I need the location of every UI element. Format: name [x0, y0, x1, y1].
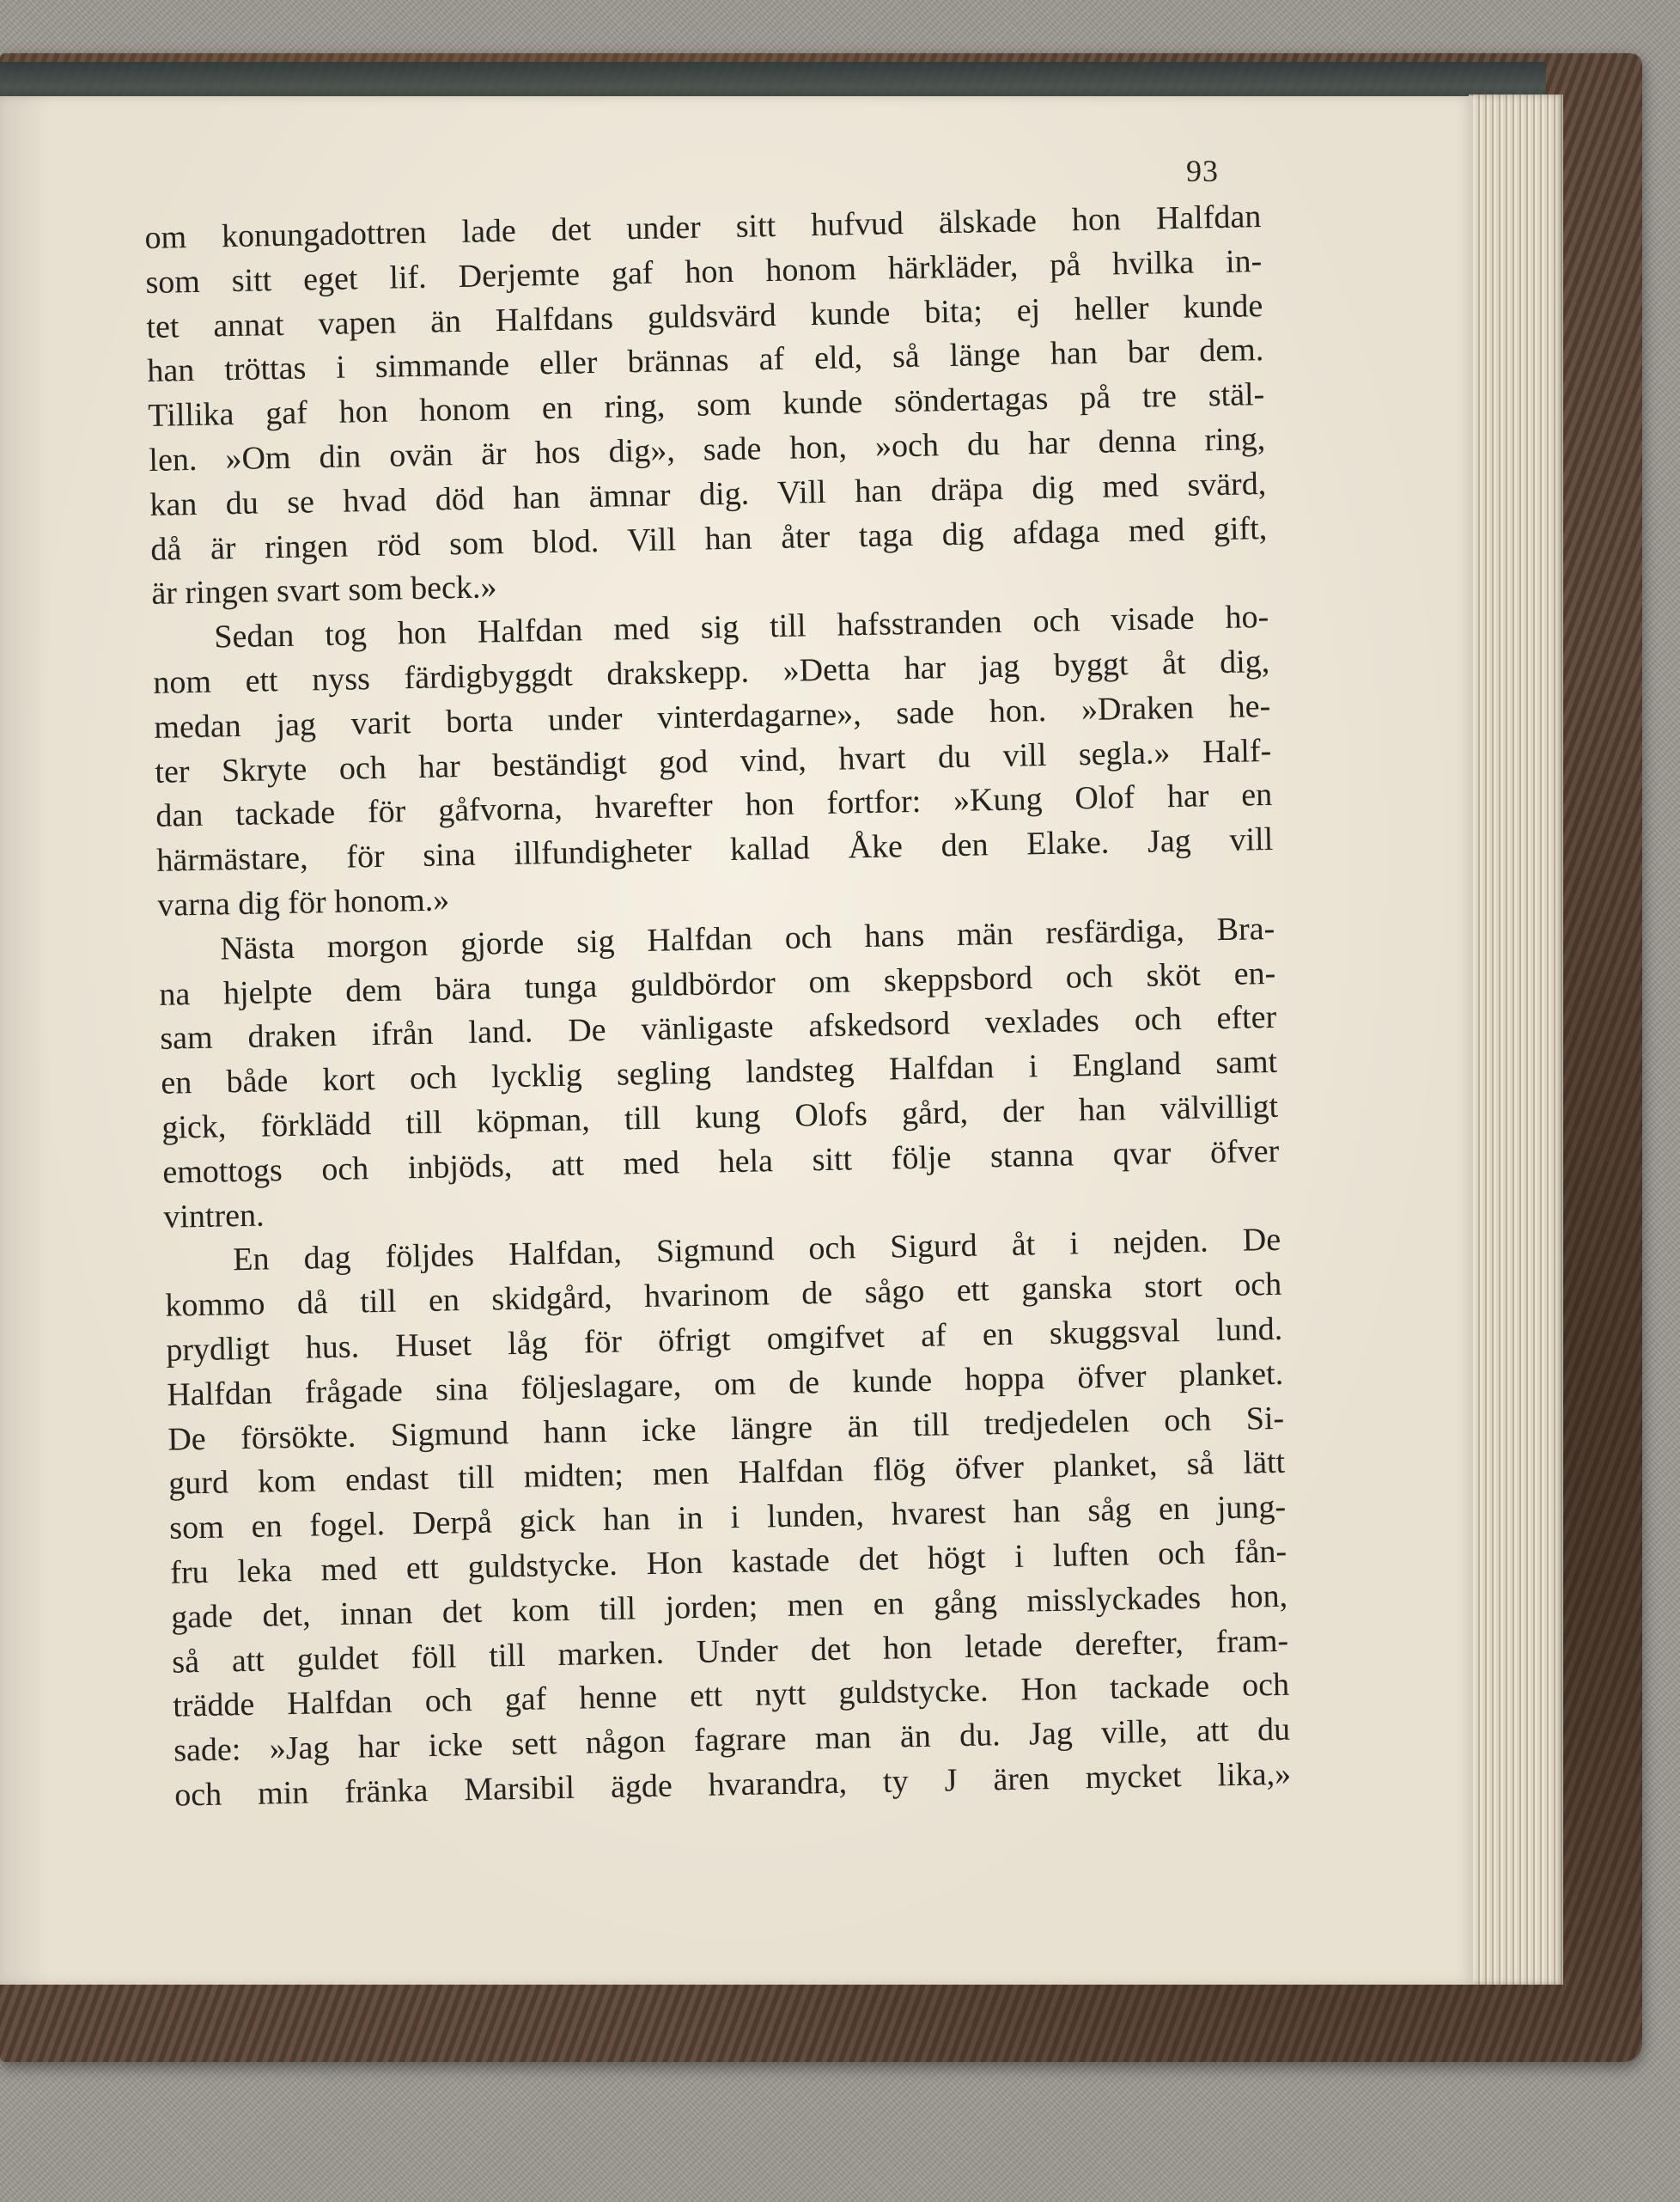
text-line: härmästare, för sina illfundigheter kallad Åke den Elake. Jag vill — [155, 821, 1274, 880]
text-line: om konungadottren lade det under sitt hufvud älskade hon Halfdan — [144, 198, 1262, 256]
text-line: sam draken ifrån land. De vänligaste afskedsord vexlades och efter — [159, 999, 1277, 1058]
text-line: emottogs och inbjöds, att med hela sitt följe stanna qvar öfver — [161, 1132, 1280, 1191]
text-line: kommo då till en skidgård, hvarinom de sågo ett ganska stort och — [164, 1266, 1282, 1324]
page-number: 93 — [1186, 154, 1219, 188]
text-line: Tillika gaf hon honom en ring, som kunde söndertagas på tre stäl- — [148, 376, 1265, 435]
text-line: Sedan tog hon Halfdan med sig till hafsstranden och visade ho- — [214, 599, 1269, 656]
text-line: han tröttas i simmande eller brännas af eld, så länge han bar dem. — [147, 332, 1264, 390]
text-line: gurd kom endast till midten; men Halfdan flög öfver planket, så lätt — [167, 1444, 1286, 1503]
text-line: prydligt hus. Huset låg för öfrigt omgifvet af en skuggsval lund. — [165, 1310, 1283, 1369]
text-line: na hjelpte dem bära tunga guldbördor om skeppsbord och sköt en- — [158, 955, 1276, 1013]
text-line: som sitt eget lif. Derjemte gaf hon honom härkläder, på hvilka in- — [145, 242, 1263, 301]
text-line: är ringen svart som beck.» — [151, 569, 497, 613]
text-line: ter Skryte och har beständigt god vind, hvart du vill segla.» Half- — [155, 732, 1272, 790]
text-line: dan tackade för gåfvorna, hvarefter hon fortfor: »Kung Olof har en — [155, 777, 1273, 835]
text-line: medan jag varit borta under vinterdagarne», sade hon. »Draken he- — [154, 687, 1271, 746]
text-line: kan du se hvad död han ämnar dig. Vill han dräpa dig med svärd, — [149, 465, 1267, 523]
text-line: då är ringen röd som blod. Vill han åter taga dig afdaga med gift, — [150, 509, 1268, 568]
text-line: nom ett nyss färdigbyggdt drakskepp. »Detta har jag byggt åt dig, — [153, 643, 1270, 701]
text-line: varna dig för honom.» — [156, 881, 450, 924]
text-line: vintren. — [162, 1197, 265, 1235]
body-text — [144, 195, 1292, 1818]
text-line: Halfdan frågade sina följeslagare, om de kunde hoppa öfver planket. — [166, 1355, 1284, 1413]
text-line: så att guldet föll till marken. Under det hon letade derefter, fram- — [171, 1622, 1289, 1680]
text-line: sade: »Jag har icke sett någon fagrare man än du. Jag ville, att du — [173, 1711, 1291, 1769]
text-line: De försökte. Sigmund hann icke längre än till tredjedelen och Si- — [167, 1400, 1285, 1458]
text-line: tet annat vapen än Halfdans guldsvärd kunde bita; ej heller kunde — [146, 287, 1263, 345]
text-line: trädde Halfdan och gaf henne ett nytt guldstycke. Hon tackade och — [172, 1667, 1290, 1724]
text-line: gick, förklädd till köpman, till kung Olofs gård, der han välvilligt — [161, 1088, 1279, 1146]
text-line: len. »Om din ovän är hos dig», sade hon, »och du har denna ring, — [149, 420, 1266, 479]
text-line: fru leka med ett guldstycke. Hon kastade det högt i luften och fån- — [169, 1533, 1287, 1591]
text-line: som en fogel. Derpå gick han in i lunden, hvarest han såg en jung- — [168, 1488, 1287, 1546]
text-line: Nästa morgon gjorde sig Halfdan och hans män resfärdiga, Bra- — [219, 910, 1275, 967]
page-edges — [1469, 95, 1563, 1985]
text-line: en både kort och lycklig segling landsteg Halfdan i England samt — [160, 1044, 1278, 1101]
text-line: gade det, innan det kom till jorden; men en gång misslyckades hon, — [170, 1577, 1288, 1636]
text-line: och min fränka Marsibil ägde hvarandra, ty J ären mycket lika,» — [173, 1755, 1292, 1814]
text-line: En dag följdes Halfdan, Sigmund och Sigurd åt i nejden. De — [232, 1222, 1281, 1278]
